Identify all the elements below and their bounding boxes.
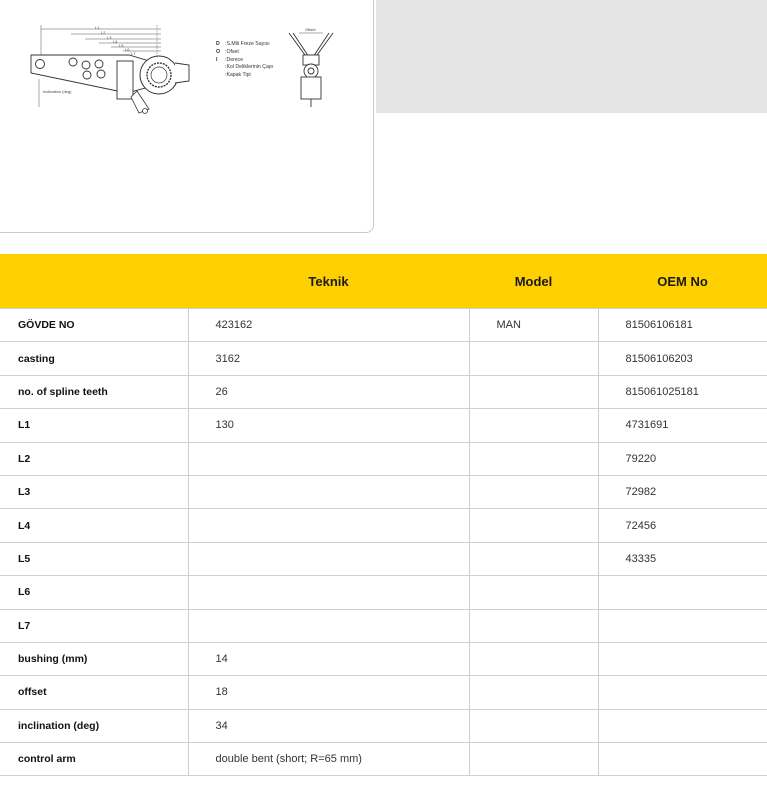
model-cell (469, 375, 598, 408)
table-row (0, 576, 767, 609)
legend-item: I :Derece (216, 56, 244, 63)
dim-label-l3: L3 (107, 35, 112, 40)
table-row (0, 342, 767, 375)
oem-no-cell: 815061025181 (598, 375, 767, 408)
oem-no-cell: 72456 (598, 509, 767, 542)
legend-item: :Kol Deliklerinin Çapı (225, 64, 274, 71)
table-header-row (0, 254, 767, 309)
model-cell (469, 442, 598, 475)
legend-item: D :S.Mili Freze Sayısı (216, 41, 270, 47)
oem-no-cell: 81506106181 (598, 309, 767, 342)
table-row (0, 709, 767, 742)
model-cell (469, 609, 598, 642)
table-row (0, 509, 767, 542)
oem-no-cell (598, 576, 767, 609)
teknik-cell (188, 576, 469, 609)
teknik-cell: 18 (188, 676, 469, 709)
row-label-cell: L5 (0, 542, 188, 575)
row-label-cell: L7 (0, 609, 188, 642)
legend-item: O :Ofset (216, 48, 239, 55)
table-row (0, 442, 767, 475)
header-teknik: Teknik (188, 254, 469, 309)
dim-label-l2: L2 (101, 30, 106, 35)
offset-label: Offset (305, 27, 316, 32)
oem-no-cell (598, 609, 767, 642)
row-label-cell: L4 (0, 509, 188, 542)
dim-label-l4: L4 (113, 39, 118, 44)
teknik-cell: 130 (188, 409, 469, 442)
table-row (0, 375, 767, 408)
teknik-cell: 14 (188, 642, 469, 675)
teknik-cell (188, 542, 469, 575)
slack-adjuster-drawing (0, 0, 375, 234)
row-label-cell: control arm (0, 743, 188, 776)
model-cell (469, 576, 598, 609)
oem-no-cell (598, 709, 767, 742)
oem-no-cell: 79220 (598, 442, 767, 475)
row-label-cell: bushing (mm) (0, 642, 188, 675)
model-cell (469, 676, 598, 709)
table-row (0, 309, 767, 342)
row-label-cell: no. of spline teeth (0, 375, 188, 408)
teknik-cell: 423162 (188, 309, 469, 342)
teknik-cell: 34 (188, 709, 469, 742)
teknik-cell: 3162 (188, 342, 469, 375)
dim-label-l7: L7 (131, 51, 136, 56)
row-label-cell: L3 (0, 475, 188, 508)
teknik-cell: double bent (short; R=65 mm) (188, 743, 469, 776)
table-row (0, 743, 767, 776)
row-label-cell: offset (0, 676, 188, 709)
oem-no-cell (598, 743, 767, 776)
model-cell (469, 709, 598, 742)
header-label-col (0, 254, 188, 309)
model-cell (469, 642, 598, 675)
model-cell (469, 542, 598, 575)
oem-no-cell (598, 642, 767, 675)
teknik-cell (188, 442, 469, 475)
oem-no-cell: 4731691 (598, 409, 767, 442)
teknik-cell: 26 (188, 375, 469, 408)
model-cell (469, 409, 598, 442)
table-row (0, 409, 767, 442)
oem-no-cell: 43335 (598, 542, 767, 575)
teknik-cell (188, 509, 469, 542)
header-model: Model (469, 254, 598, 309)
row-label-cell: casting (0, 342, 188, 375)
table-row (0, 676, 767, 709)
model-cell (469, 342, 598, 375)
dim-label-l6: L6 (125, 47, 130, 52)
inclination-label: Inclination (deg) (43, 89, 72, 94)
row-label-cell: L6 (0, 576, 188, 609)
row-label-cell: L2 (0, 442, 188, 475)
model-cell (469, 509, 598, 542)
row-label-cell: inclination (deg) (0, 709, 188, 742)
row-label-cell: GÖVDE NO (0, 309, 188, 342)
oem-no-cell (598, 676, 767, 709)
dim-label-l1: L1 (95, 25, 100, 30)
spec-table (0, 254, 767, 776)
table-row (0, 475, 767, 508)
product-drawing-area (0, 0, 767, 254)
oem-no-cell: 72982 (598, 475, 767, 508)
table-row (0, 542, 767, 575)
header-oem-no: OEM No (598, 254, 767, 309)
model-cell (469, 475, 598, 508)
legend-item: :Kapak Tipi (225, 72, 251, 79)
row-label-cell: L1 (0, 409, 188, 442)
dim-label-l5: L5 (119, 43, 124, 48)
drawing-legend (216, 41, 273, 80)
table-row (0, 642, 767, 675)
technical-drawing-card (0, 0, 374, 233)
model-cell (469, 743, 598, 776)
teknik-cell (188, 475, 469, 508)
teknik-cell (188, 609, 469, 642)
oem-no-cell: 81506106203 (598, 342, 767, 375)
grey-side-panel (376, 0, 767, 113)
table-row (0, 609, 767, 642)
model-cell: MAN (469, 309, 598, 342)
